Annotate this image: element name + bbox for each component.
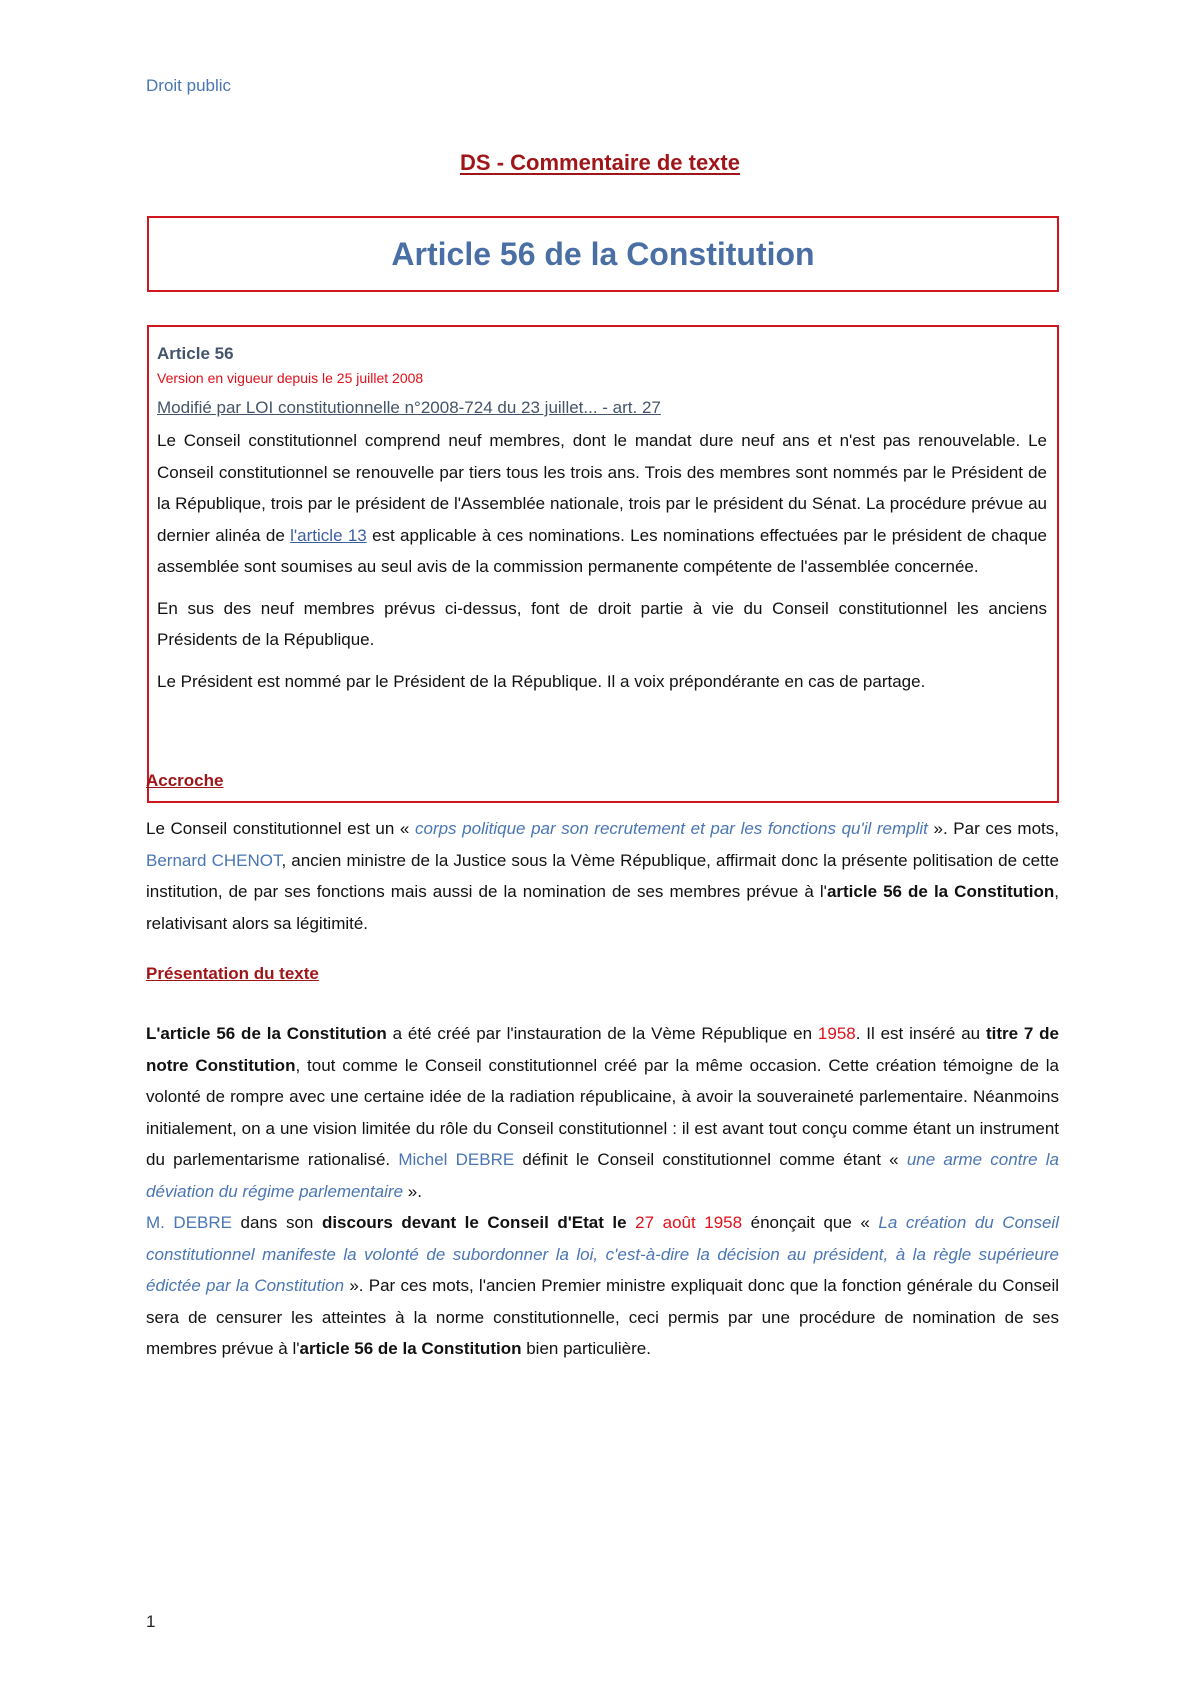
debre-quote-2: La création du Conseil constitutionnel manifeste la volonté de subordonner la loi, c'est-à-dire la décision au président, à la règle supérieure édictée par la Constitution (146, 1213, 1059, 1295)
article-paragraph-2: En sus des neuf membres prévus ci-dessus, font de droit partie à vie du Conseil constitutionnel les anciens Présidents de la République. (157, 598, 1047, 649)
date-27-aout-1958: 27 août 1958 (635, 1213, 743, 1232)
article-version: Version en vigueur depuis le 25 juillet 2008 (157, 370, 424, 386)
presentation-paragraph: L'article 56 de la Constitution a été créé par l'instauration de la Vème République en 1958. Il est inséré au titre 7 de notre Constitution, tout comme le Conseil constitutionnel créé par la même occasion. Cette création témoigne de la volonté de rompre avec une certaine idée de la radiation républicaine, à avoir la souveraineté parlementaire. Néanmoins initialement, on a une vision limitée du rôle du Conseil constitutionnel : il est avant tout conçu comme étant un instrument du parlementarisme rationalisé. Michel DEBRE définit le Conseil constitutionnel comme étant « une arme contre la déviation du régime parlementaire ». M. DEBRE dans son discours devant le Conseil d'Etat le 27 août 1958 énonçait que « La création du Conseil constitutionnel manifeste la volonté de subordonner la loi, c'est-à-dire la décision au président, à la règle supérieure édictée par la Constitution ». Par ces mots, l'ancien Premier ministre expliquait donc que la fonction générale du Conseil sera de censurer les atteintes à la norme constitutionnelle, ceci permis par une procédure de nomination de ses membres prévue à l'article 56 de la Constitution bien particulière. (146, 1024, 1060, 1358)
article-paragraph-3: Le Président est nommé par le Président de la République. Il a voix prépondérante en cas de partage. (157, 671, 926, 691)
article-box (147, 325, 1059, 803)
presentation-section (146, 964, 1059, 1365)
article-paragraph-1: Le Conseil constitutionnel comprend neuf membres, dont le mandat dure neuf ans et n'est pas renouvelable. Le Conseil constitutionnel se renouvelle par tiers tous les trois ans. Trois des membres sont nommés par le Président de la République, trois par le président de l'Assemblée nationale, trois par le président du Sénat. La procédure prévue au dernier alinéa de l'article 13 est applicable à ces nominations. Les nominations effectuées par le président de chaque assemblée sont soumises au seul avis de la commission permanente compétente de l'assemblée concernée. (157, 431, 1047, 576)
person-chenot: Bernard CHENOT (146, 850, 282, 870)
accroche-heading: Accroche (146, 771, 224, 790)
chenot-quote: corps politique par son recrutement et par les fonctions qu'il remplit (414, 819, 928, 838)
presentation-heading: Présentation du texte (146, 964, 319, 983)
person-debre: Michel DEBRE (398, 1150, 515, 1169)
accroche-section (146, 771, 1059, 939)
article-label: Article 56 (157, 344, 234, 363)
article-modified-link[interactable]: Modifié par LOI constitutionnelle n°2008-724 du 23 juillet... - art. 27 (157, 398, 661, 417)
year-1958: 1958 (817, 1024, 856, 1043)
accroche-paragraph: Le Conseil constitutionnel est un « corps politique par son recrutement et par les fonctions qu'il remplit ». Par ces mots, Bernard CHENOT, ancien ministre de la Justice sous la Vème République, affirmait donc la présente politisation de cette institution, de par ses fonctions mais aussi de la nomination de ses membres prévue à l'article 56 de la Constitution, relativisant alors sa légitimité. (146, 819, 1059, 933)
page-header: Droit public (146, 76, 232, 95)
article-13-link[interactable]: l'article 13 (290, 525, 367, 545)
person-m-debre: M. DEBRE (146, 1213, 233, 1232)
page-number: 1 (146, 1612, 156, 1631)
debre-quote-1: une arme contre la déviation du régime parlementaire (146, 1150, 1059, 1201)
document-title: DS - Commentaire de texte (460, 150, 740, 175)
title-box (147, 216, 1059, 292)
title-box-text: Article 56 de la Constitution (391, 235, 815, 272)
